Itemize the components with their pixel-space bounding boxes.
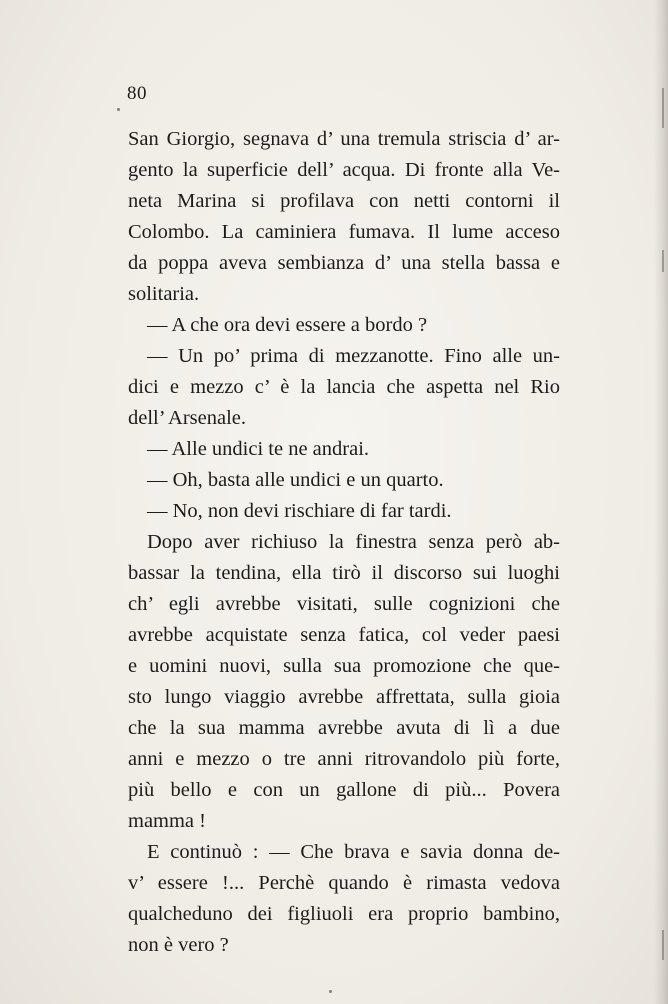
text-line: qualcheduno dei figliuoli era proprio bambino, [128,903,560,925]
text-line: bassar la tendina, ella tirò il discorso sui luoghi [128,562,560,584]
dialogue-line: — Oh, basta alle undici e un quarto. [147,469,444,491]
scan-speck [329,990,332,993]
text-line: gento la superficie dell’ acqua. Di fronte alla Ve- [128,159,560,181]
text-line: San Giorgio, segnava d’ una tremula striscia d’ ar- [128,128,560,150]
text-line: solitaria. [128,283,200,305]
text-line: dell’ Arsenale. [128,407,247,429]
text-line: neta Marina si profilava con netti contorni il [128,190,560,212]
text-line: mamma ! [128,810,206,832]
text-line: ch’ egli avrebbe visitati, sulle cognizioni che [128,593,560,615]
text-line: Colombo. La caminiera fumava. Il lume acceso [128,221,560,243]
dialogue-line: — A che ora devi essere a bordo ? [147,314,428,336]
text-line: v’ essere !... Perchè quando è rimasta vedova [128,872,560,894]
body-text [128,124,560,961]
dialogue-line: — Un po’ prima di mezzanotte. Fino alle un- [147,345,560,367]
text-line: sto lungo viaggio avrebbe affrettata, sulla gioia [128,686,560,708]
page-edge-shadow [654,0,668,1004]
scan-edge-mark [662,930,664,960]
text-line: anni e mezzo o tre anni ritrovandolo più forte, [128,748,560,770]
scan-edge-mark [662,250,664,272]
paragraph-start-line: Dopo aver richiuso la finestra senza però ab- [147,531,560,553]
text-line: e uomini nuovi, sulla sua promozione che que- [128,655,560,677]
scan-speck [117,108,120,111]
scan-edge-mark [662,88,664,128]
dialogue-line: — Alle undici te ne andrai. [147,438,370,460]
text-line: dici e mezzo c’ è la lancia che aspetta nel Rio [128,376,560,398]
text-line: non è vero ? [128,934,229,956]
text-line: da poppa aveva sembianza d’ una stella bassa e [128,252,560,274]
paragraph-start-line: E continuò : — Che brava e savia donna de- [147,841,560,863]
text-line: avrebbe acquistate senza fatica, col veder paesi [128,624,560,646]
text-line: che la sua mamma avrebbe avuta di lì a due [128,717,560,739]
page-number: 80 [127,83,147,104]
dialogue-line: — No, non devi rischiare di far tardi. [147,500,452,522]
text-line: più bello e con un gallone di più... Povera [128,779,560,801]
